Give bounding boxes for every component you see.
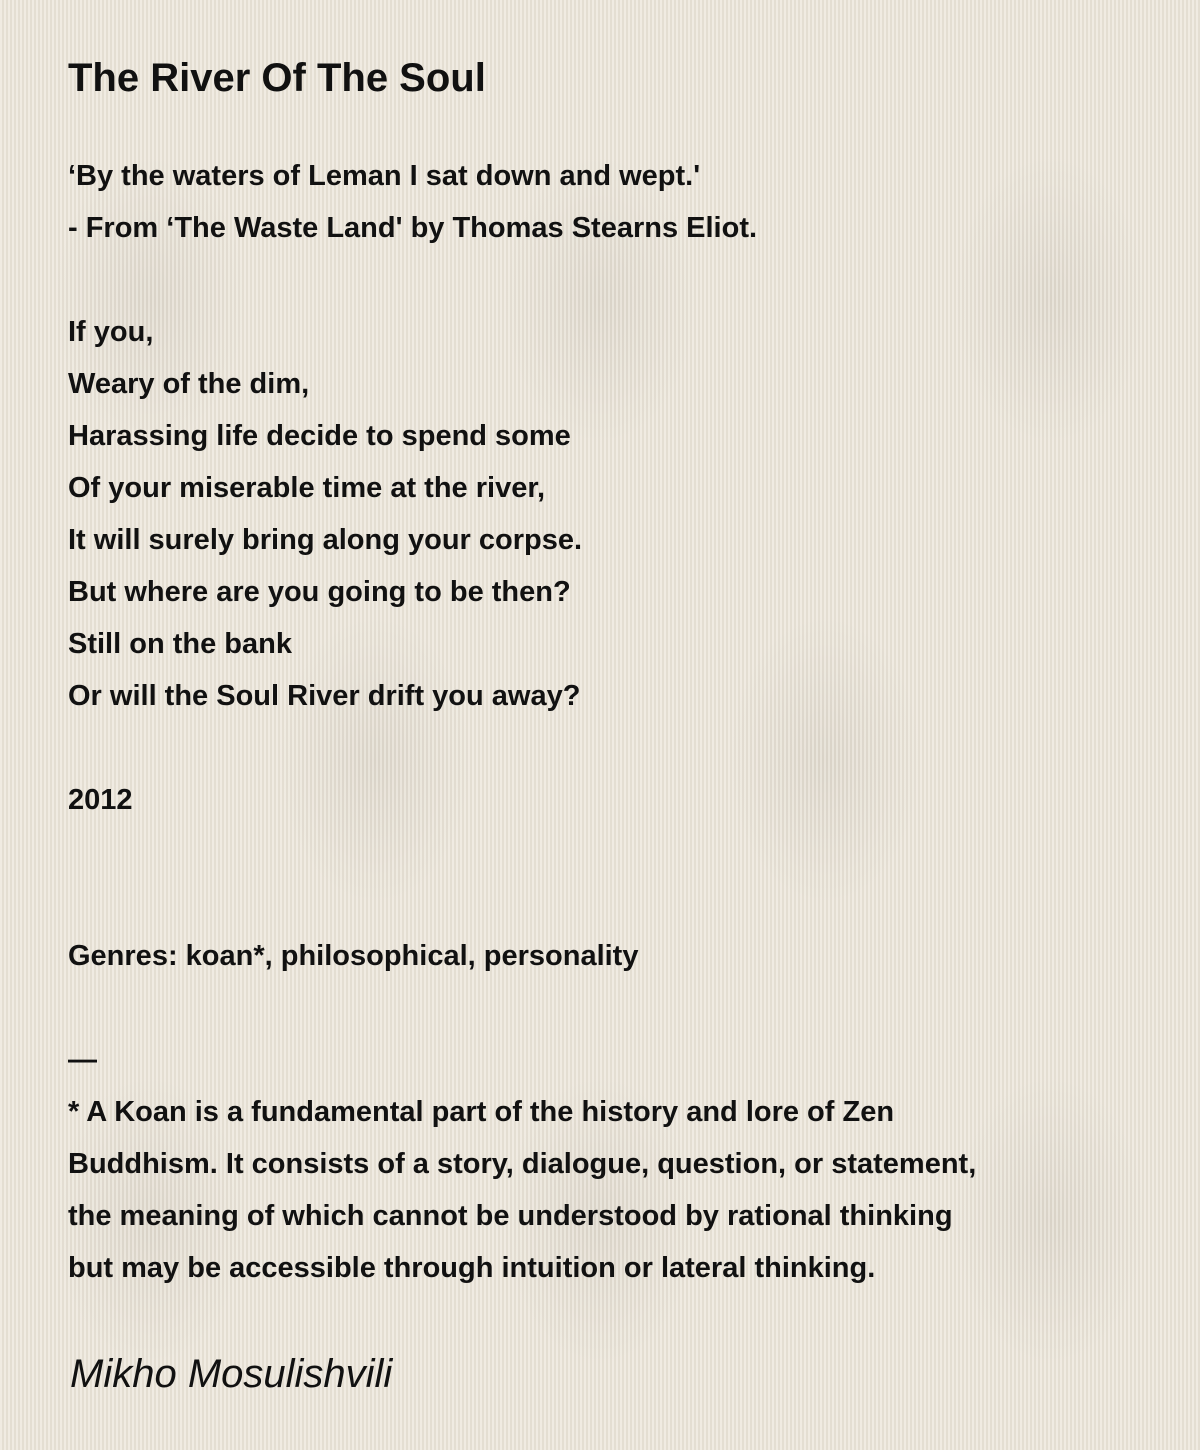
poem-line: Or will the Soul River drift you away? [68,680,581,712]
blank-line [68,254,1148,306]
poem-genres: Genres: koan*, philosophical, personality [68,940,639,972]
epigraph-attribution: - From ‘The Waste Land' by Thomas Stearns Eliot. [68,212,758,244]
blank-line [68,878,1148,930]
blank-line [68,982,1148,1034]
poem-line: If you, [68,316,154,348]
poem-author: Mikho Mosulishvili [70,1352,393,1396]
poem-year: 2012 [68,784,133,816]
epigraph-line: ‘By the waters of Leman I sat down and wept.' [68,160,701,192]
footnote-line: but may be accessible through intuition or lateral thinking. [68,1252,876,1284]
poem-title: The River Of The Soul [68,56,486,100]
poem-line: Harassing life decide to spend some [68,420,571,452]
footnote-line: Buddhism. It consists of a story, dialogue, question, or statement, [68,1148,977,1180]
blank-line [68,826,1148,878]
footnote-line: the meaning of which cannot be understood by rational thinking [68,1200,953,1232]
footnote-separator: — [68,1044,97,1076]
poem-body [68,150,1148,1294]
poem-line: Of your miserable time at the river, [68,472,546,504]
footnote-line: * A Koan is a fundamental part of the history and lore of Zen [68,1096,895,1128]
poem-line: But where are you going to be then? [68,576,571,608]
poem-line: It will surely bring along your corpse. [68,524,583,556]
poem-line: Still on the bank [68,628,292,660]
poem-line: Weary of the dim, [68,368,310,400]
blank-line [68,722,1148,774]
